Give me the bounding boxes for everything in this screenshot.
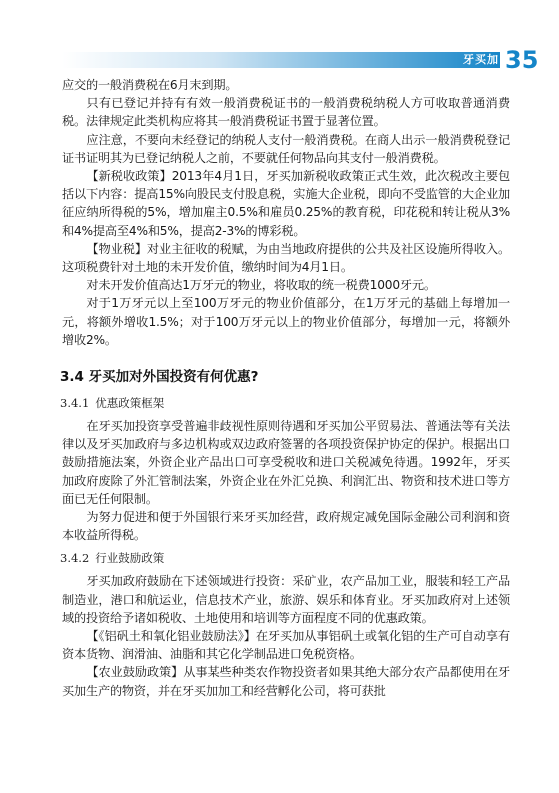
subsection-number: 3.4.2 [60, 551, 90, 566]
subsection-title: 行业鼓励政策 [95, 551, 165, 566]
running-header-title: 牙买加 [463, 53, 499, 66]
paragraph-new-tax-policy: 【新税收政策】2013年4月1日，牙买加新税收政策正式生效，此次税改主要包括以下内容：提高15%向股民支付股息税，实施大企业税，即向不受监管的大企业加征应纳所得税的5%，增加雇主0.5%和雇员0.25%的教育税，印花税和转让税从3%和4%提高至4%和5%，提高2-3%的博彩税。 [62, 169, 510, 238]
subsection-heading [60, 395, 510, 411]
paragraph: 牙买加政府鼓励在下述领域进行投资：采矿业，农产品加工业，服装和轻工产品制造业，港口和航运业，信息技术产业，旅游、娱乐和体育业。牙买加政府对上述领域的投资给予诸如税收、土地使用和培训等方面程度不同的优惠政策。 [62, 574, 510, 625]
paragraph-property-tax: 【物业税】对业主征收的税赋，为由当地政府提供的公共及社区设施所得收入。这项税费针对土地的未开发价值，缴纳时间为4月1日。 [62, 241, 510, 275]
subsection-heading [60, 550, 510, 566]
paragraph: 对于1万牙元以上至100万牙元的物业价值部分，在1万牙元的基础上每增加一元，将额外增收1.5%；对于100万牙元以上的物业价值部分，每增加一元，将额外增收2%。 [62, 296, 510, 347]
paragraph: 只有已登记并持有有效一般消费税证书的一般消费税纳税人方可收取普通消费税。法律规定此类机构应将其一般消费税证书置于显著位置。 [62, 96, 510, 129]
paragraph: 应注意，不要向未经登记的纳税人支付一般消费税。在商人出示一般消费税登记证书证明其为已登记纳税人之前，不要就任何物品向其支付一般消费税。 [62, 132, 510, 165]
subsection-title: 优惠政策框架 [95, 396, 165, 411]
running-header [0, 0, 559, 84]
paragraph-agriculture-policy: 【农业鼓励政策】从事某些种类农作物投资者如果其绝大部分农产品都使用在牙买加生产的物资，并在牙买加加工和经营孵化公司，将可获批 [62, 665, 510, 698]
paragraph: 应交的一般消费税在6月末到期。 [62, 78, 238, 92]
page-body [62, 76, 510, 700]
paragraph-bauxite-law: 【《铝矾土和氧化铝业鼓励法》】在牙买加从事铝矾土或氧化铝的生产可自动享有资本货物、润滑油、油脂和其它化学制品进口免税资格。 [62, 629, 510, 662]
header-gradient-bar [62, 52, 500, 68]
paragraph: 为努力促进和便于外国银行来牙买加经营，政府规定减免国际金融公司利润和资本收益所得税。 [62, 510, 510, 543]
paragraph: 对未开发价值高达1万牙元的物业，将收取的统一税费1000牙元。 [86, 278, 436, 293]
paragraph: 在牙买加投资享受普遍非歧视性原则待遇和牙买加公平贸易法、普通法等有关法律以及牙买加政府与多边机构或双边政府签署的各项投资保护协定的保护。根据出口鼓励措施法案，外资企业产品出口可享受税收和进口关税减免待遇。1992年，牙买加政府废除了外汇管制法案，外资企业在外汇兑换、利润汇出、物资和技术进口等方面已无任何限制。 [62, 419, 510, 506]
page-number: 35 [505, 46, 539, 74]
subsection-number: 3.4.1 [60, 396, 90, 411]
section-heading: 3.4 牙买加对外国投资有何优惠? [60, 369, 259, 386]
